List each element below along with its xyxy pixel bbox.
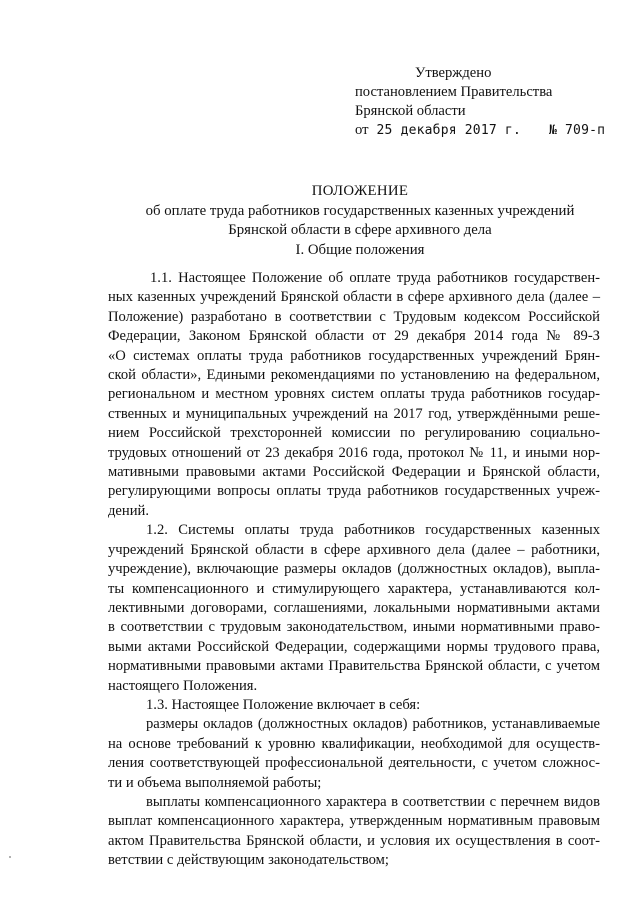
text-line: ственных и муниципальных учреждений на 2017 год, утверждёнными реше- <box>108 405 600 422</box>
text-line: региональном и местном уровнях систем оплаты труда работников государ- <box>108 386 600 403</box>
text-line: мативными правовыми актами Российской Федерации и Брянской области, <box>108 464 600 481</box>
text-line: нормативными правовыми актами Правительства Брянской области, с учетом <box>108 658 600 675</box>
text-line: выплаты компенсационного характера в соответствии с перечнем видов <box>146 793 600 810</box>
paragraph-salary-sizes <box>108 715 600 793</box>
text-line: выми актами Российской Федерации, содержащими нормы трудового права, <box>108 638 600 655</box>
text-line: Федерации, Законом Брянской области от 29 декабря 2014 года № 89-З <box>108 328 600 345</box>
approval-line-resolution: постановлением Правительства <box>355 84 553 100</box>
section-heading: I. Общие положения <box>295 241 425 258</box>
text-line: Положение) разработано в соответствии с Трудовым кодексом Российской <box>108 308 600 325</box>
text-line: 1.3. Настоящее Положение включает в себя: <box>146 696 421 713</box>
text-line: актом Правительства Брянской области, и условия их осуществления в соот- <box>108 832 600 849</box>
text-line: 1.1. Настоящее Положение об оплате труда работников государствен- <box>150 270 600 286</box>
text-line: учреждений Брянской области в сфере архивного дела (далее – работники, <box>108 541 600 558</box>
text-line: «О системах оплаты труда работников государственных учреждений Брян- <box>108 347 600 364</box>
approval-number: № 709-п <box>548 123 606 138</box>
text-line: ты компенсационного и стимулирующего характера, устанавливаются кол- <box>108 580 600 597</box>
text-line: настоящего Положения. <box>108 677 258 694</box>
approval-line-approved: Утверждено <box>415 65 492 81</box>
approval-date-line <box>355 121 605 140</box>
approval-date: 25 декабря 2017 г. <box>376 123 521 138</box>
approval-line-region: Брянской области <box>355 103 466 119</box>
text-line: ти и объема выполняемой работы; <box>108 774 322 791</box>
paragraph-compensation <box>108 793 600 871</box>
text-line: учреждение), включающие размеры окладов (должностных окладов), выпла- <box>108 561 600 578</box>
text-line: ления соответствующей профессиональной деятельности, с учетом сложнос- <box>108 755 600 772</box>
document-title-block <box>100 182 620 260</box>
document-subtitle-1: об оплате труда работников государственных казенных учреждений <box>145 202 575 219</box>
scan-speck <box>9 856 11 858</box>
text-line: ской области», Едиными рекомендациями по установлению на федеральном, <box>108 367 600 384</box>
text-line: регулирующими вопросы оплаты труда работников государственных учреж- <box>108 483 600 500</box>
paragraph-1-1 <box>108 269 600 521</box>
text-line: трудовых отношений от 23 декабря 2016 года, протокол № 11, и иными нор- <box>108 444 600 461</box>
document-subtitle-2: Брянской области в сфере архивного дела <box>228 222 492 238</box>
text-line: ных казенных учреждений Брянской области в сфере архивного дела (далее – <box>108 289 600 306</box>
approval-date-prefix: от <box>355 122 369 138</box>
text-line: лективными договорами, соглашениями, локальными нормативными актами <box>108 599 600 616</box>
text-line: выплат компенсационного характера, утвержденным нормативным правовым <box>108 813 600 830</box>
text-line: ветствии с действующим законодательством; <box>108 852 389 869</box>
approval-stamp <box>355 64 605 140</box>
paragraph-1-2 <box>108 521 600 696</box>
text-line: в соответствии с трудовым законодательством, иными нормативными право- <box>108 619 600 636</box>
text-line: размеры окладов (должностных окладов) работников, устанавливаемые <box>146 716 600 733</box>
text-line: дений. <box>108 502 149 519</box>
text-line: нием Российской трехсторонней комиссии по регулированию социально- <box>108 425 600 442</box>
text-line: на основе требований к уровню квалификации, необходимой для осуществ- <box>108 735 600 752</box>
document-body <box>108 269 600 871</box>
text-line: 1.2. Системы оплаты труда работников государственных казенных <box>146 522 600 539</box>
paragraph-1-3 <box>108 696 600 715</box>
document-title: ПОЛОЖЕНИЕ <box>311 183 409 199</box>
